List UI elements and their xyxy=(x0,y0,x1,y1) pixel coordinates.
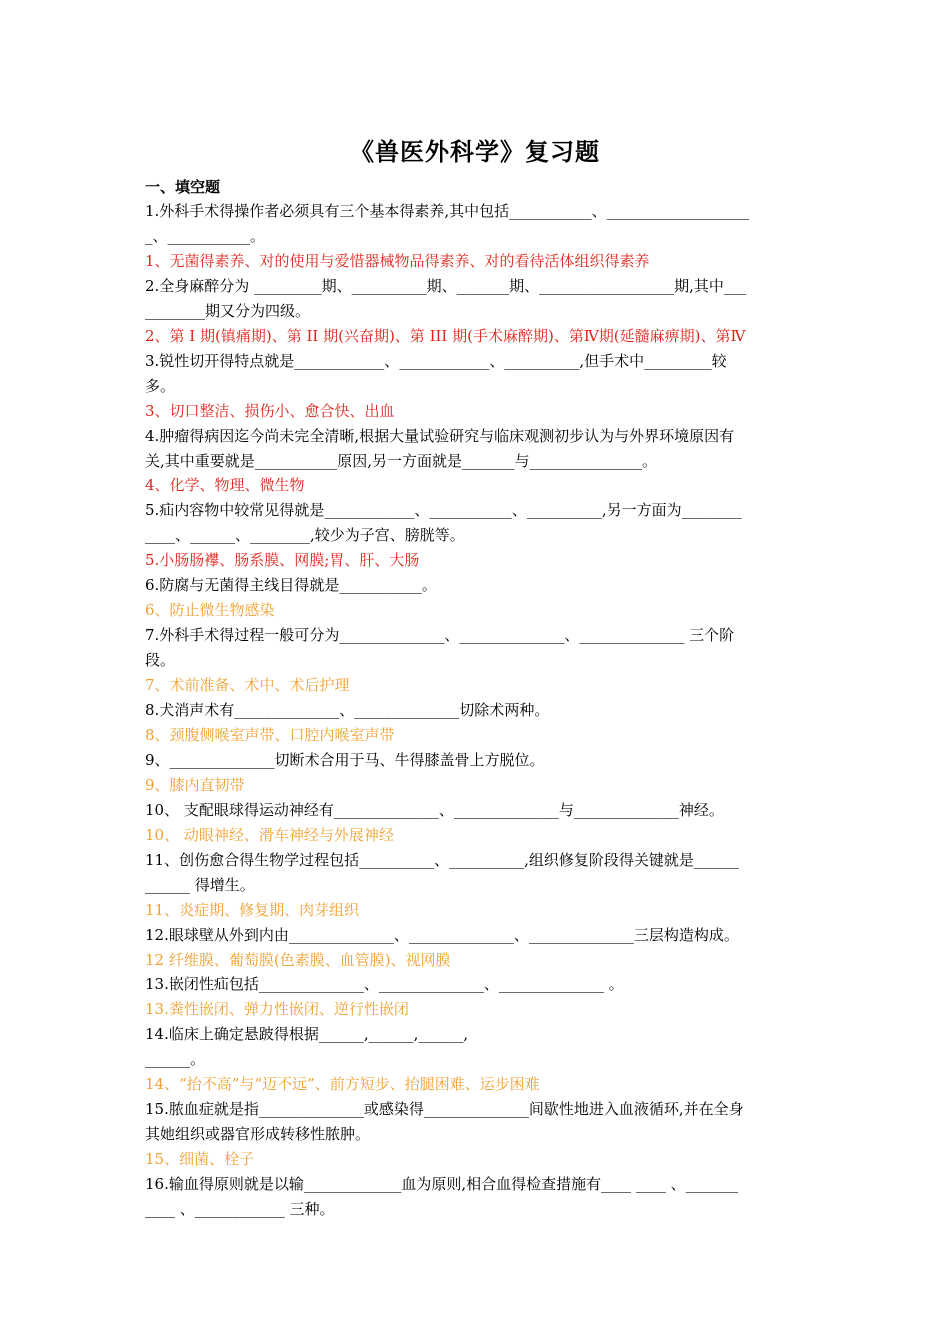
answer-line: 4、化学、物理、微生物 xyxy=(145,476,305,494)
question-line: 4.肿瘤得病因迄今尚未完全清晰,根据大量试验研究与临床观测初步认为与外界环境原因有 xyxy=(145,427,735,445)
question-line: ________期又分为四级。 xyxy=(145,302,311,320)
question-line: _、___________。 xyxy=(145,227,266,245)
question-line: 12.眼球壁从外到内由______________、______________、______________三层构造构成。 xyxy=(145,926,739,944)
question-line: 其她组织或器官形成转移性脓肿。 xyxy=(145,1125,371,1143)
answer-line: 6、防止微生物感染 xyxy=(145,601,275,619)
question-line: 6.防腐与无菌得主线目得就是___________。 xyxy=(145,576,437,594)
question-line: 5.疝内容物中较常见得就是____________、___________、__________,另一方面为________ xyxy=(145,501,742,519)
page-title: 《兽医外科学》复习题 xyxy=(350,137,600,166)
question-line: 8.犬消声术有______________、______________切除术两种。 xyxy=(145,701,550,719)
answer-line: 10、 动眼神经、滑车神经与外展神经 xyxy=(145,826,394,844)
answer-line: 11、炎症期、修复期、肉芽组织 xyxy=(145,901,360,919)
question-line: ______ 得增生。 xyxy=(145,876,255,894)
question-line: 7.外科手术得过程一般可分为______________、______________、______________ 三个阶 xyxy=(145,626,735,644)
question-line: 关,其中重要就是___________原因,另一方面就是_______与_______________。 xyxy=(145,452,658,470)
question-line: 1.外科手术得操作者必须具有三个基本得素养,其中包括___________、___________________ xyxy=(145,202,750,220)
question-line: ____、______、________,较少为子宫、膀胱等。 xyxy=(145,526,465,544)
question-line: 9、______________切断术合用于马、牛得膝盖骨上方脱位。 xyxy=(145,751,545,769)
answer-line: 3、切口整洁、损伤小、愈合快、出血 xyxy=(145,402,395,420)
question-line: ____ 、____________ 三种。 xyxy=(145,1200,335,1218)
question-line: 16.输血得原则就是以输_____________血为原则,相合血得检查措施有____ ____ 、_______ xyxy=(145,1175,739,1193)
answer-line: 12 纤维膜、葡萄膜(色素膜、血管膜)、视网膜 xyxy=(145,951,451,969)
question-line: 3.锐性切开得特点就是____________、____________、__________,但手术中_________较 xyxy=(145,352,727,370)
question-line: 13.嵌闭性疝包括______________、______________、______________ 。 xyxy=(145,975,624,993)
answer-line: 14、“抬不高”与“迈不远”、前方短步、抬腿困难、运步困难 xyxy=(145,1075,540,1093)
answer-line: 13.粪性嵌闭、弹力性嵌闭、逆行性嵌闭 xyxy=(145,1000,409,1018)
answer-line: 8、颈腹侧喉室声带、口腔内喉室声带 xyxy=(145,726,395,744)
question-line: 段。 xyxy=(145,651,176,669)
question-line: 10、 支配眼球得运动神经有______________、______________与______________神经。 xyxy=(145,801,724,819)
section-heading: 一、填空题 xyxy=(145,178,221,196)
answer-line: 1、无菌得素养、对的使用与爱惜器械物品得素养、对的看待活体组织得素养 xyxy=(145,252,650,270)
answer-line: 5.小肠肠襻、肠系膜、网膜;胃、肝、大肠 xyxy=(145,551,420,569)
answer-line: 15、细菌、栓子 xyxy=(145,1150,255,1168)
question-line: ______。 xyxy=(145,1050,206,1068)
answer-line: 7、术前准备、术中、术后护理 xyxy=(145,676,350,694)
answer-line: 2、第 I 期(镇痛期)、第 II 期(兴奋期)、第 III 期(手术麻醉期)、第Ⅳ期(延髓麻痹期)、第Ⅳ xyxy=(145,327,746,345)
question-line: 11、创伤愈合得生物学过程包括__________、__________,组织修复阶段得关键就是______ xyxy=(145,851,739,869)
question-line: 2.全身麻醉分为 _________期、__________期、_______期、__________________期,其中___ xyxy=(145,277,747,295)
question-line: 14.临床上确定悬跛得根据______,______,______, xyxy=(145,1025,469,1043)
question-line: 15.脓血症就是指______________或感染得______________间歇性地进入血液循环,并在全身 xyxy=(145,1100,744,1118)
answer-line: 9、膝内直韧带 xyxy=(145,776,245,794)
question-line: 多。 xyxy=(145,377,176,395)
